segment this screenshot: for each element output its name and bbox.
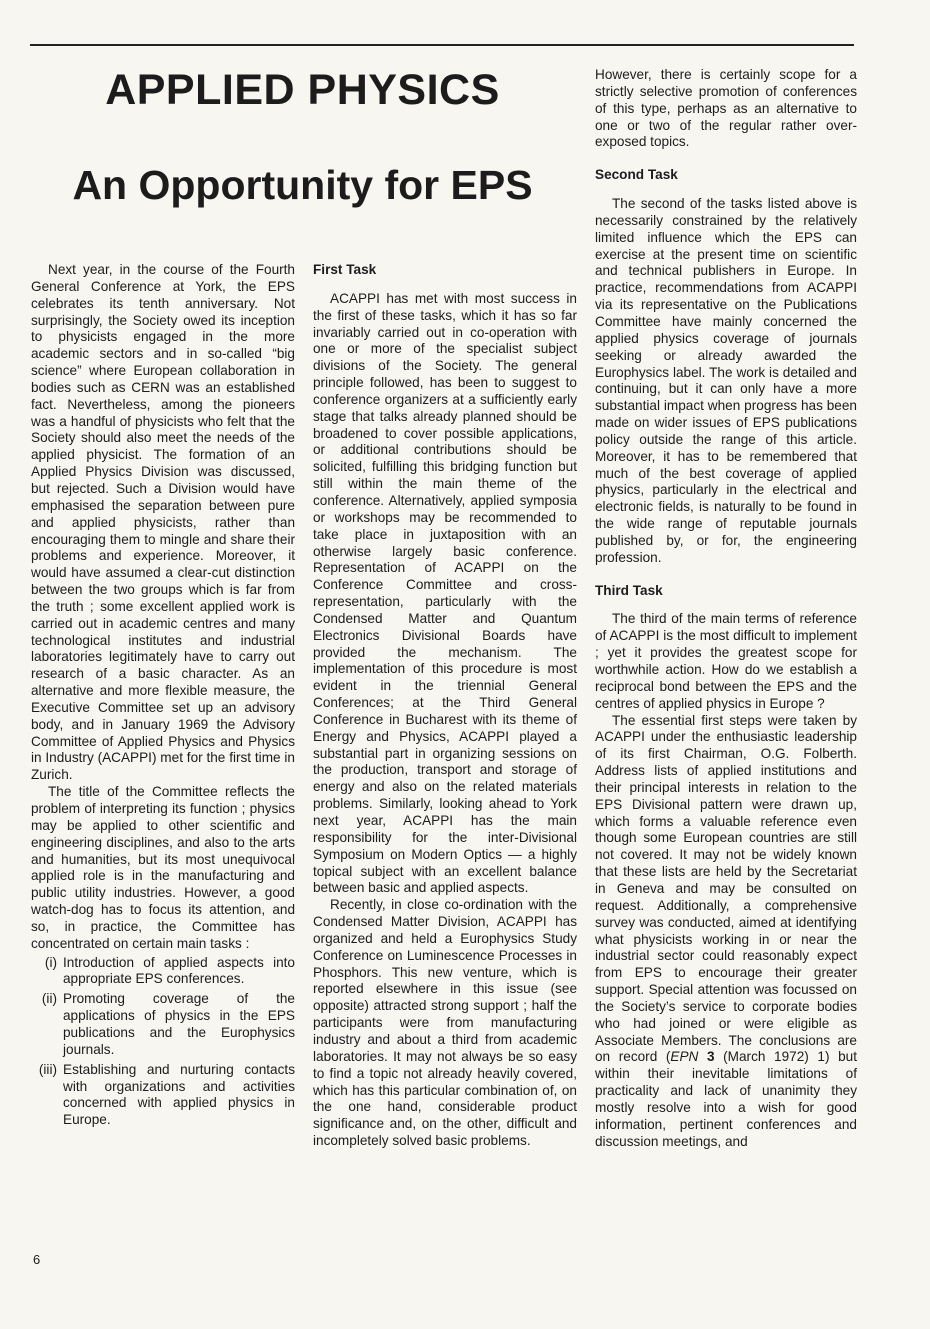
text-span: The essential first steps were taken by ACAPPI under the enthusiastic leadership of its first Chairman, O.G. Folberth. Address lists of applied institutions and their principal interests in relation to the EPS Divisional pattern were drawn up, which forms a valuable reference even though some European countries are still not covered. It may not be widely known that these lists are held by the Secretariat in Geneva and may be consulted on request. Additionally, a comprehensive survey was conducted, aimed at identifying what physicists working in or near the industrial sector could reasonably expect from EPS to encourage their greater support. Special attention was focussed on the Society’s service to corporate bodies who had joined or were eligible as Associate Members. The conclusions are on record (: [595, 712, 857, 1065]
task-item: [31, 955, 295, 989]
paragraph-third-task: The third of the main terms of reference of ACAPPI is the most difficult to implement ; yet it provides the greatest scope for worthwhile action. How do we establish a reciprocal bond between the EPS and the centres of applied physics in Europe ?: [595, 611, 857, 711]
task-list: [31, 955, 295, 1129]
section-heading-first-task: First Task: [313, 262, 377, 277]
text-span: (March 1972) 1) but within their inevitable limitations of practicality and lack of unanimity they mostly resolve into a wish for good information, pertinent conferences and discussion meetings, and: [595, 1049, 858, 1149]
page-number: 6: [33, 1252, 41, 1267]
paragraph-second-task: The second of the tasks listed above is necessarily constrained by the relatively limited influence which the EPS can exercise at the present time on scientific and technical publishers in Europe. In practice, recommendations from ACAPPI via its representative on the Publications Committee have mainly concerned the applied physics coverage of journals seeking or already awarded the Europhysics label. The work is detailed and continuing, but it can only have a more substantial impact when progress has been made on wider issues of EPS publications policy outside the range of this article. Moreover, it has to be remembered that much of the best coverage of applied physics, particularly in the electrical and electronic fields, is naturally to be found in the wide range of reputable journals published by, or for, the engineering profession.: [595, 196, 857, 565]
column-3: [595, 67, 857, 1150]
task-number: (i): [44, 954, 57, 970]
paragraph-continuation: However, there is certainly scope for a strictly selective promotion of conferences of this type, perhaps as an alternative to one or two of the regular rather over-exposed topics.: [595, 67, 857, 150]
task-item: [31, 991, 295, 1058]
paragraph-first-task: ACAPPI has met with most success in the first of these tasks, which it has so far invariably carried out in co-operation with one or more of the specialist subject divisions of the Society. The general principle followed, has been to suggest to conference organizers at a sufficiently early stage that talks already planned should be broadened to cover possible applications, or additional contributions should be solicited, fulfilling this bridging function but still within the main theme of the conference. Alternatively, applied symposia or workshops may be recommended to take place in juxtaposition with an otherwise largely basic conference. Representation of ACAPPI on the Conference Committee and cross-representation, particularly with the Condensed Matter and Quantum Electronics Divisional Boards have provided the mechanism. The implementation of this procedure is most evident in the triennial General Conferences; at the Third General Conference in Bucharest with its theme of Energy and Physics, ACAPPI played a substantial part in organizing sessions on the production, transport and storage of energy and also on the related materials problems. Similarly, looking ahead to York next year, ACAPPI has the main responsibility for the inter-Divisional Symposium on Modern Optics — a highly topical subject with an excellent balance between basic and applied aspects.: [313, 290, 577, 896]
top-rule: [30, 44, 854, 46]
task-text: Establishing and nurturing contacts with organizations and activities concerned with applied physics in Europe.: [63, 1061, 295, 1128]
task-item: [31, 1062, 295, 1129]
journal-reference: EPN: [670, 1049, 699, 1065]
paragraph-first-steps: [595, 713, 857, 1151]
task-number: (iii): [38, 1061, 57, 1077]
column-2: [313, 262, 577, 1150]
task-text: Promoting coverage of the applications of physics in the EPS publications and the Europhysics journals.: [63, 991, 295, 1057]
task-number: (ii): [41, 991, 57, 1007]
article-title: APPLIED PHYSICS: [105, 66, 500, 114]
column-1: [31, 262, 295, 1132]
paragraph-committee-title: The title of the Committee reflects the problem of interpreting its function ; physics may be applied to other scientific and engineering disciplines, and also to the arts and humanities, but its most unequivocal applied role is in the manufacturing and public utility industries. However, a good watch-dog has to focus its attention, and so, in practice, the Committee has concentrated on certain main tasks :: [31, 784, 295, 951]
article-subtitle: An Opportunity for EPS: [72, 162, 533, 208]
section-heading-second-task: Second Task: [595, 167, 678, 183]
title-block: [30, 58, 575, 210]
paragraph-study-conference: Recently, in close co-ordination with the Condensed Matter Division, ACAPPI has organized and held a Europhysics Study Conference on Luminescence Processes in Phosphors. This new venture, which is reported elsewhere in this issue (see opposite) attracted strong support ; half the participants were from manufacturing industry and about a third from academic laboratories. It may not always be so easy to find a topic not already heavily covered, which has this particular combination of, on the one hand, considerable product significance and, on the other, difficult and incompletely solved basic problems.: [313, 897, 577, 1149]
paragraph-intro: Next year, in the course of the Fourth General Conference at York, the EPS celebrates its tenth anniversary. Not surprisingly, the Society owed its inception to physicists engaged in the more academic sectors and in so-called “big science” where European collaboration in bodies such as CERN was an established fact. Nevertheless, among the pioneers was a handful of physicists who felt that the Society should also meet the needs of the applied physicist. The formation of an Applied Physics Division was discussed, but rejected. Such a Division would have emphasised the separation between pure and applied physicists, rather than encouraging them to mingle and share their problems and experience. Moreover, it would have assumed a clear-cut distinction between the two groups which is far from the truth ; some excellent applied work is carried out in academic centres and many technological institutes and industrial laboratories legitimately have to carry out research of a basic character. As an alternative and more flexible measure, the Executive Committee set up an advisory body, and in January 1969 the Advisory Committee of Applied Physics and Physics in Industry (ACAPPI) met for the first time in Zurich.: [31, 262, 295, 783]
task-text: Introduction of applied aspects into appropriate EPS conferences.: [63, 954, 295, 987]
issue-number: 3: [706, 1049, 715, 1065]
section-heading-third-task: Third Task: [595, 582, 663, 598]
